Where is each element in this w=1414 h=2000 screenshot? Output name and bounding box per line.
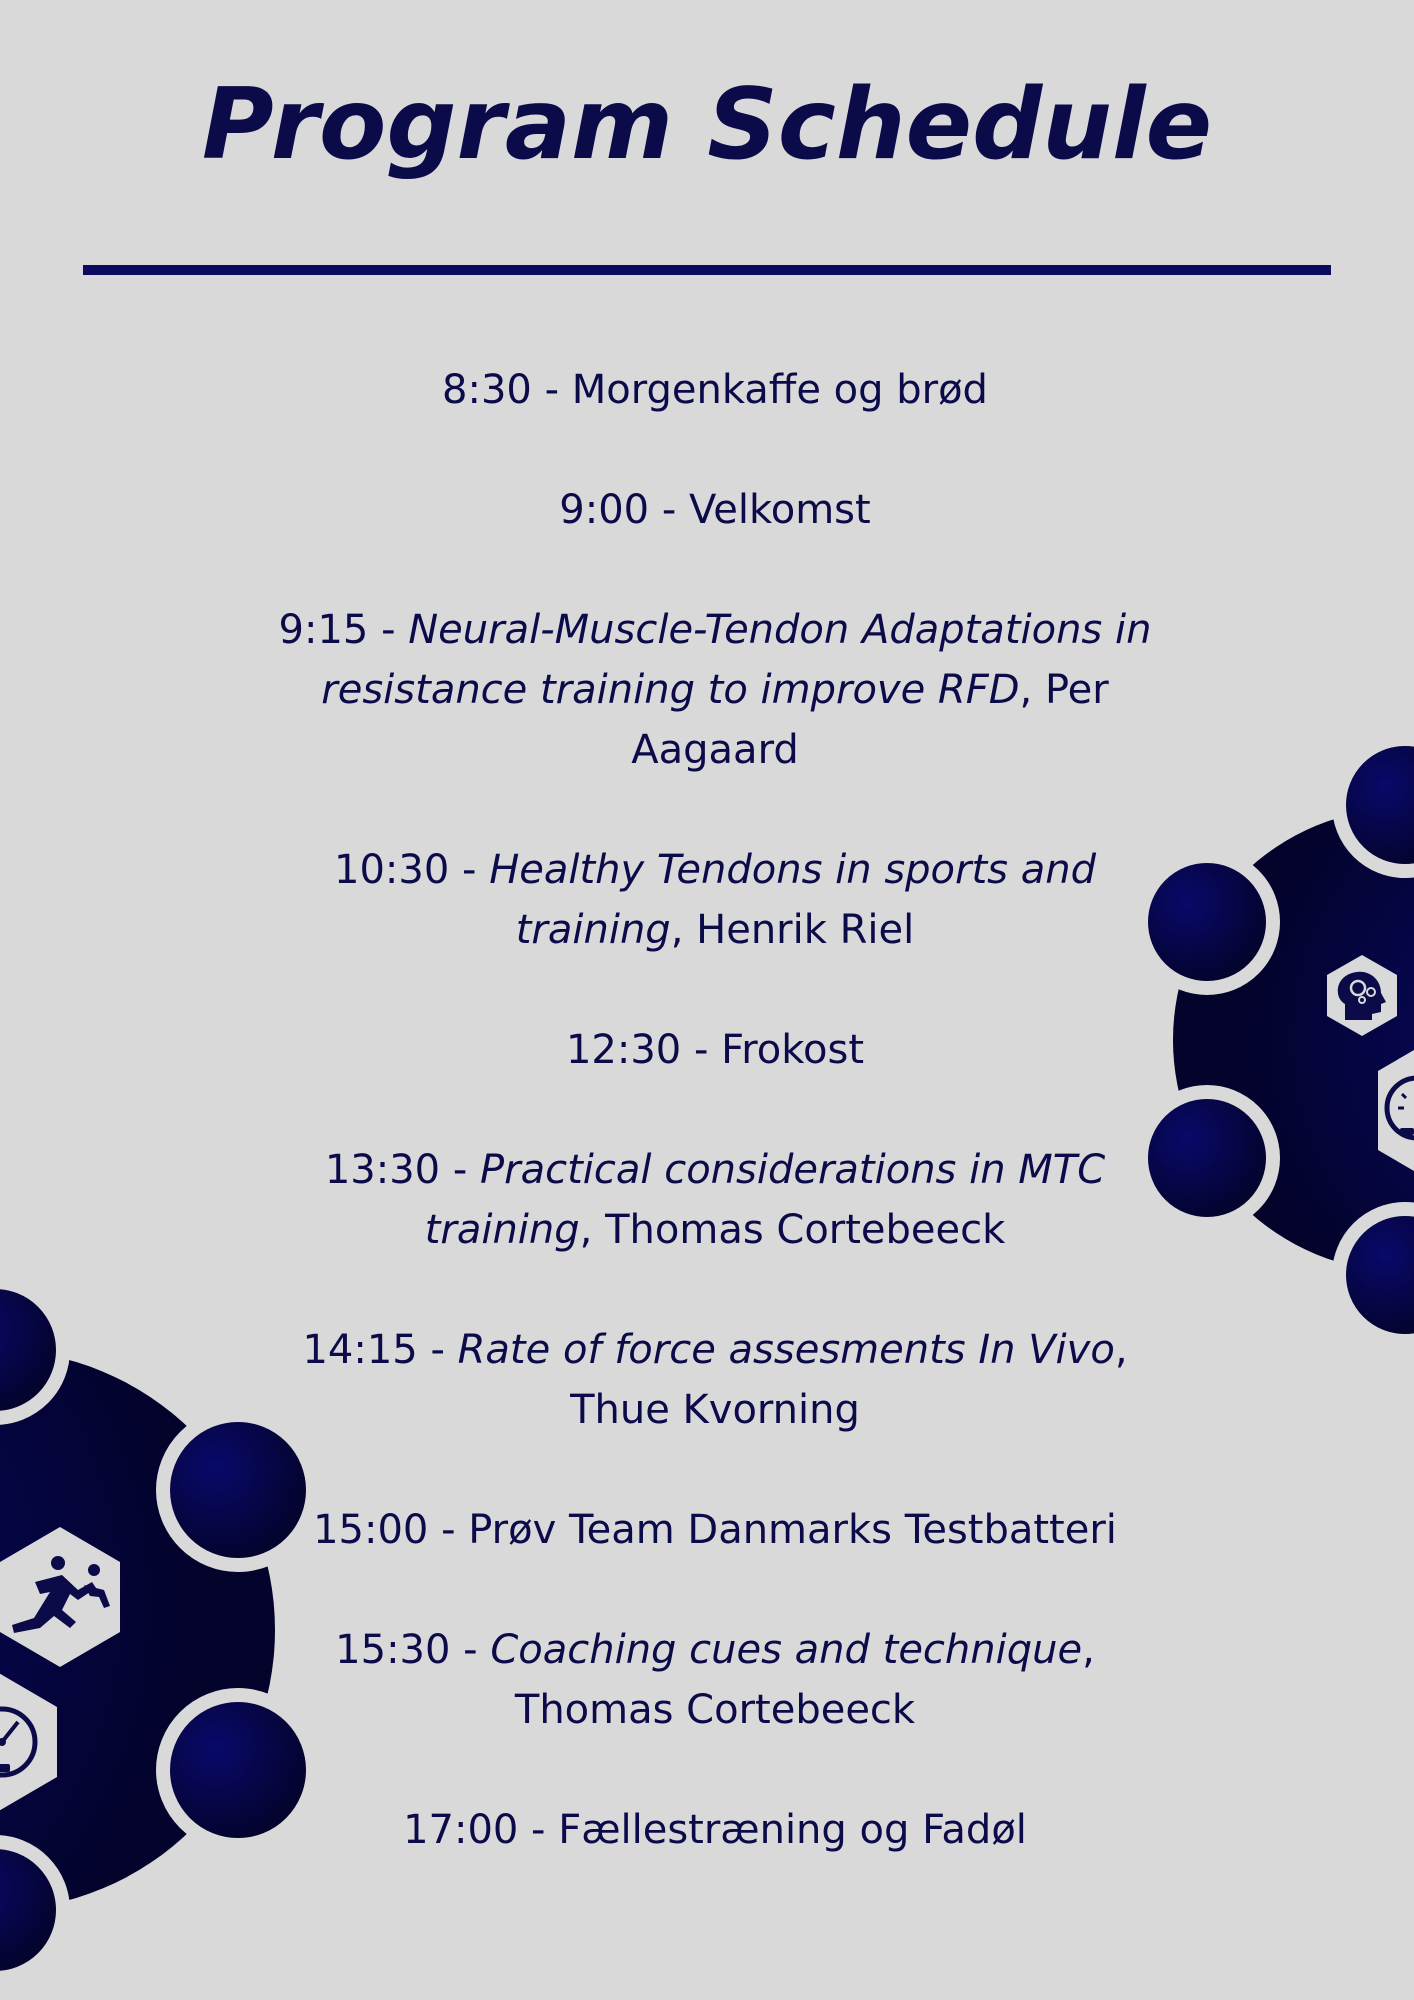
entry-title: Frokost (721, 1027, 865, 1073)
entry-dash: - (518, 1807, 559, 1853)
entry-dash: - (681, 1027, 722, 1073)
left-dot-top (0, 1282, 63, 1418)
entry-time: 15:00 (313, 1507, 429, 1553)
schedule-entry (260, 1620, 1170, 1740)
schedule-entry (260, 600, 1170, 780)
schedule-entry (260, 1500, 1170, 1560)
entry-time: 9:00 (559, 487, 650, 533)
page-title: Program Schedule (201, 68, 1213, 182)
entry-time: 15:30 (335, 1627, 451, 1673)
runner-icon (0, 1527, 120, 1667)
entry-comma: , (1019, 667, 1045, 713)
entry-speaker: Thue Kvorning (570, 1387, 860, 1433)
entry-time: 12:30 (565, 1027, 682, 1073)
schedule-entry (260, 360, 1170, 420)
left-dot-bottom (0, 1842, 63, 1978)
entry-talk-title: Coaching cues and technique (490, 1627, 1083, 1673)
entry-talk-title: Neural-Muscle-Tendon Adaptations in resistance training to improve RFD (321, 607, 1152, 713)
entry-dash: - (450, 1627, 491, 1673)
right-hex-cluster (1141, 739, 1414, 1341)
entry-talk-title: Healthy Tendons in sports and training (489, 847, 1096, 953)
entry-title: Fællestræning og Fadøl (558, 1807, 1027, 1853)
schedule-entry (260, 1320, 1170, 1440)
entry-time: 17:00 (403, 1807, 519, 1853)
entry-dash: - (428, 1507, 469, 1553)
entry-speaker: Per Aagaard (631, 667, 1109, 773)
entry-time: 9:15 (278, 607, 369, 653)
entry-title: Velkomst (689, 487, 871, 533)
right-dot-bottom (1339, 1209, 1414, 1341)
entry-speaker: Henrik Riel (696, 907, 915, 953)
entry-dash: - (449, 847, 490, 893)
entry-title: Morgenkaffe og brød (571, 367, 988, 413)
entry-speaker: Thomas Cortebeeck (514, 1687, 916, 1733)
entry-time: 13:30 (324, 1147, 441, 1193)
schedule-entry (260, 1140, 1170, 1260)
schedule-entry (260, 480, 1170, 540)
entry-comma: , (579, 1207, 606, 1253)
entry-speaker: Thomas Cortebeeck (605, 1207, 1006, 1253)
schedule-entry (260, 840, 1170, 960)
entry-comma: , (1114, 1327, 1128, 1373)
stopwatch-icon-right (1378, 1050, 1414, 1171)
entry-comma: , (670, 907, 697, 953)
entry-dash: - (440, 1147, 480, 1193)
entry-time: 8:30 (442, 367, 532, 413)
schedule-entry (260, 1800, 1170, 1860)
entry-title: Prøv Team Danmarks Testbatteri (468, 1507, 1117, 1553)
entry-time: 10:30 (334, 847, 450, 893)
entry-dash: - (417, 1327, 458, 1373)
brain-head-icon (1327, 955, 1397, 1036)
entry-dash: - (649, 487, 689, 533)
entry-comma: , (1082, 1627, 1095, 1673)
entry-talk-title: Rate of force assesments In Vivo (457, 1327, 1115, 1373)
stopwatch-icon-left (0, 1672, 57, 1812)
schedule-list (260, 360, 1170, 1860)
entry-talk-title: Practical considerations in MTC training (424, 1147, 1106, 1253)
entry-dash: - (531, 367, 572, 413)
title-divider (83, 265, 1331, 275)
entry-time: 14:15 (302, 1327, 418, 1373)
entry-dash: - (368, 607, 409, 653)
schedule-entry (260, 1020, 1170, 1080)
right-dot-top (1339, 739, 1414, 871)
